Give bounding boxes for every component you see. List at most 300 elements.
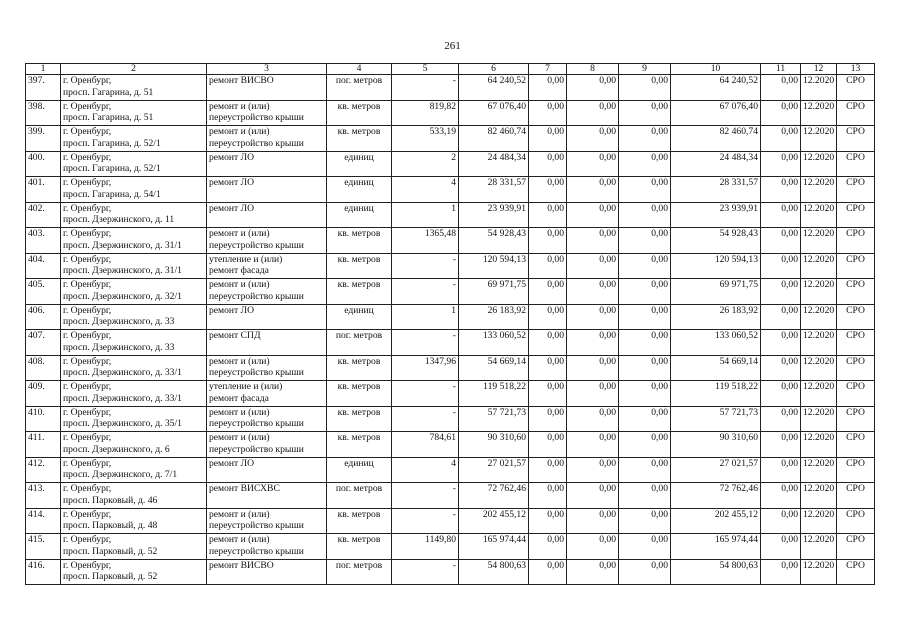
organization-cell: СРО (837, 100, 875, 126)
table-row (26, 483, 875, 509)
value-col8-cell: 0,00 (567, 406, 619, 432)
cost-cell: 90 310,60 (459, 432, 529, 458)
value-col8-cell: 0,00 (567, 202, 619, 228)
address-line-1: г. Оренбург, (63, 228, 112, 239)
work-type-line-1: ремонт СПД (209, 330, 261, 341)
work-type-line-1: ремонт ВИСВО (209, 75, 274, 86)
unit-cell: единиц (327, 151, 392, 177)
unit-cell: кв. метров (327, 253, 392, 279)
value-col7-cell: 0,00 (529, 508, 567, 534)
unit-cell: единиц (327, 457, 392, 483)
table-row (26, 279, 875, 305)
work-type-cell (207, 483, 327, 509)
value-col7-cell: 0,00 (529, 202, 567, 228)
value-col9-cell: 0,00 (619, 457, 671, 483)
value-col7-cell: 0,00 (529, 100, 567, 126)
table-row (26, 253, 875, 279)
address-cell (61, 151, 207, 177)
column-header-10: 10 (671, 64, 761, 75)
address-line-1: г. Оренбург, (63, 432, 112, 443)
value-col9-cell: 0,00 (619, 100, 671, 126)
value-col9-cell: 0,00 (619, 381, 671, 407)
value-col9-cell: 0,00 (619, 304, 671, 330)
address-line-1: г. Оренбург, (63, 202, 112, 214)
unit-cell: пог. метров (327, 483, 392, 509)
address-line-2: просп. Парковый, д. 52 (63, 545, 158, 557)
work-type-cell (207, 381, 327, 407)
total-cell: 67 076,40 (671, 100, 761, 126)
period-cell: 12.2020 (801, 75, 837, 101)
unit-cell: единиц (327, 202, 392, 228)
value-col11-cell: 0,00 (761, 126, 801, 152)
work-type-line-1: ремонт и (или) (209, 508, 270, 520)
address-line-1: г. Оренбург, (63, 253, 112, 265)
row-number: 403. (26, 228, 61, 254)
address-line-2: просп. Гагарина, д. 52/1 (63, 163, 161, 174)
volume-cell: 533,19 (392, 126, 459, 152)
work-type-cell (207, 534, 327, 560)
value-col11-cell: 0,00 (761, 559, 801, 585)
row-number: 399. (26, 126, 61, 152)
value-col7-cell: 0,00 (529, 559, 567, 585)
address-line-2: просп. Дзержинского, д. 35/1 (63, 418, 182, 429)
value-col8-cell: 0,00 (567, 330, 619, 356)
address-line-2: просп. Дзержинского, д. 33/1 (63, 392, 182, 404)
value-col11-cell: 0,00 (761, 75, 801, 101)
address-cell (61, 304, 207, 330)
work-type-line-2: переустройство крыши (209, 239, 304, 251)
address-line-1: г. Оренбург, (63, 304, 112, 316)
value-col7-cell: 0,00 (529, 279, 567, 305)
work-type-cell (207, 355, 327, 381)
total-cell: 72 762,46 (671, 483, 761, 509)
organization-cell: СРО (837, 177, 875, 203)
value-col7-cell: 0,00 (529, 457, 567, 483)
address-line-1: г. Оренбург, (63, 483, 112, 494)
volume-cell: 4 (392, 177, 459, 203)
value-col9-cell: 0,00 (619, 483, 671, 509)
address-cell (61, 483, 207, 509)
value-col11-cell: 0,00 (761, 202, 801, 228)
address-line-2: просп. Дзержинского, д. 33 (63, 316, 175, 327)
organization-cell: СРО (837, 75, 875, 101)
value-col9-cell: 0,00 (619, 406, 671, 432)
table-row (26, 126, 875, 152)
address-line-2: просп. Парковый, д. 52 (63, 571, 158, 582)
cost-cell: 165 974,44 (459, 534, 529, 560)
work-type-line-1: ремонт и (или) (209, 355, 270, 367)
unit-cell: кв. метров (327, 432, 392, 458)
cost-cell: 69 971,75 (459, 279, 529, 305)
value-col8-cell: 0,00 (567, 75, 619, 101)
address-line-1: г. Оренбург, (63, 355, 112, 367)
work-type-line-2: переустройство крыши (209, 443, 304, 455)
table-row (26, 457, 875, 483)
address-line-1: г. Оренбург, (63, 75, 112, 86)
volume-cell: - (392, 406, 459, 432)
column-header-11: 11 (761, 64, 801, 75)
value-col11-cell: 0,00 (761, 304, 801, 330)
organization-cell: СРО (837, 253, 875, 279)
organization-cell: СРО (837, 355, 875, 381)
period-cell: 12.2020 (801, 406, 837, 432)
table-row (26, 508, 875, 534)
row-number: 413. (26, 483, 61, 509)
work-type-cell (207, 202, 327, 228)
value-col8-cell: 0,00 (567, 381, 619, 407)
value-col7-cell: 0,00 (529, 126, 567, 152)
period-cell: 12.2020 (801, 177, 837, 203)
work-type-cell (207, 457, 327, 483)
address-cell (61, 406, 207, 432)
volume-cell: - (392, 381, 459, 407)
period-cell: 12.2020 (801, 228, 837, 254)
table-row (26, 534, 875, 560)
work-type-cell (207, 177, 327, 203)
address-cell (61, 534, 207, 560)
table-row (26, 432, 875, 458)
value-col8-cell: 0,00 (567, 355, 619, 381)
period-cell: 12.2020 (801, 126, 837, 152)
address-cell (61, 279, 207, 305)
value-col9-cell: 0,00 (619, 75, 671, 101)
volume-cell: - (392, 279, 459, 305)
value-col9-cell: 0,00 (619, 253, 671, 279)
address-cell (61, 75, 207, 101)
period-cell: 12.2020 (801, 304, 837, 330)
value-col8-cell: 0,00 (567, 253, 619, 279)
column-header-12: 12 (801, 64, 837, 75)
value-col7-cell: 0,00 (529, 355, 567, 381)
volume-cell: - (392, 253, 459, 279)
cost-cell: 64 240,52 (459, 75, 529, 101)
period-cell: 12.2020 (801, 355, 837, 381)
organization-cell: СРО (837, 151, 875, 177)
work-type-cell (207, 228, 327, 254)
address-line-1: г. Оренбург, (63, 559, 112, 571)
address-line-2: просп. Дзержинского, д. 32/1 (63, 290, 182, 302)
capital-repair-table (25, 63, 875, 585)
address-line-2: просп. Дзержинского, д. 6 (63, 443, 170, 455)
value-col9-cell: 0,00 (619, 330, 671, 356)
row-number: 416. (26, 559, 61, 585)
value-col8-cell: 0,00 (567, 177, 619, 203)
total-cell: 28 331,57 (671, 177, 761, 203)
work-type-cell (207, 126, 327, 152)
value-col7-cell: 0,00 (529, 228, 567, 254)
column-header-9: 9 (619, 64, 671, 75)
value-col9-cell: 0,00 (619, 177, 671, 203)
work-type-cell (207, 330, 327, 356)
period-cell: 12.2020 (801, 457, 837, 483)
work-type-line-1: ремонт и (или) (209, 279, 270, 290)
address-line-1: г. Оренбург, (63, 100, 112, 112)
organization-cell: СРО (837, 202, 875, 228)
value-col7-cell: 0,00 (529, 432, 567, 458)
address-cell (61, 381, 207, 407)
value-col9-cell: 0,00 (619, 559, 671, 585)
total-cell: 120 594,13 (671, 253, 761, 279)
row-number: 410. (26, 406, 61, 432)
volume-cell: - (392, 559, 459, 585)
address-line-2: просп. Дзержинского, д. 33 (63, 341, 175, 353)
address-line-1: г. Оренбург, (63, 330, 112, 341)
work-type-line-1: ремонт ЛО (209, 151, 255, 163)
address-line-1: г. Оренбург, (63, 508, 112, 520)
row-number: 412. (26, 457, 61, 483)
total-cell: 27 021,57 (671, 457, 761, 483)
address-line-2: просп. Гагарина, д. 52/1 (63, 137, 161, 149)
cost-cell: 28 331,57 (459, 177, 529, 203)
row-number: 408. (26, 355, 61, 381)
volume-cell: 1149,80 (392, 534, 459, 560)
row-number: 404. (26, 253, 61, 279)
row-number: 400. (26, 151, 61, 177)
address-cell (61, 355, 207, 381)
table-row (26, 406, 875, 432)
organization-cell: СРО (837, 457, 875, 483)
organization-cell: СРО (837, 381, 875, 407)
unit-cell: пог. метров (327, 75, 392, 101)
value-col7-cell: 0,00 (529, 151, 567, 177)
value-col8-cell: 0,00 (567, 228, 619, 254)
cost-cell: 27 021,57 (459, 457, 529, 483)
value-col8-cell: 0,00 (567, 126, 619, 152)
value-col9-cell: 0,00 (619, 126, 671, 152)
table-row (26, 100, 875, 126)
period-cell: 12.2020 (801, 508, 837, 534)
organization-cell: СРО (837, 508, 875, 534)
cost-cell: 120 594,13 (459, 253, 529, 279)
total-cell: 69 971,75 (671, 279, 761, 305)
period-cell: 12.2020 (801, 534, 837, 560)
volume-cell: 1 (392, 202, 459, 228)
cost-cell: 54 669,14 (459, 355, 529, 381)
organization-cell: СРО (837, 534, 875, 560)
cost-cell: 67 076,40 (459, 100, 529, 126)
organization-cell: СРО (837, 330, 875, 356)
organization-cell: СРО (837, 126, 875, 152)
cost-cell: 26 183,92 (459, 304, 529, 330)
address-cell (61, 432, 207, 458)
volume-cell: 1 (392, 304, 459, 330)
value-col8-cell: 0,00 (567, 457, 619, 483)
value-col9-cell: 0,00 (619, 508, 671, 534)
address-line-1: г. Оренбург, (63, 457, 112, 469)
row-number: 401. (26, 177, 61, 203)
work-type-line-1: ремонт ЛО (209, 202, 255, 214)
row-number: 414. (26, 508, 61, 534)
work-type-line-1: ремонт и (или) (209, 228, 270, 239)
work-type-line-1: ремонт и (или) (209, 100, 270, 112)
work-type-line-1: ремонт ЛО (209, 304, 255, 316)
value-col11-cell: 0,00 (761, 279, 801, 305)
organization-cell: СРО (837, 304, 875, 330)
work-type-line-2: переустройство крыши (209, 367, 304, 378)
unit-cell: кв. метров (327, 406, 392, 432)
value-col9-cell: 0,00 (619, 279, 671, 305)
address-line-2: просп. Дзержинского, д. 33/1 (63, 367, 182, 378)
value-col9-cell: 0,00 (619, 432, 671, 458)
address-cell (61, 228, 207, 254)
cost-cell: 119 518,22 (459, 381, 529, 407)
value-col9-cell: 0,00 (619, 534, 671, 560)
address-line-1: г. Оренбург, (63, 406, 112, 418)
total-cell: 54 800,63 (671, 559, 761, 585)
period-cell: 12.2020 (801, 330, 837, 356)
value-col11-cell: 0,00 (761, 457, 801, 483)
work-type-cell (207, 304, 327, 330)
address-line-1: г. Оренбург, (63, 381, 112, 392)
period-cell: 12.2020 (801, 151, 837, 177)
cost-cell: 54 800,63 (459, 559, 529, 585)
value-col7-cell: 0,00 (529, 406, 567, 432)
table-row (26, 151, 875, 177)
value-col8-cell: 0,00 (567, 432, 619, 458)
total-cell: 54 928,43 (671, 228, 761, 254)
period-cell: 12.2020 (801, 202, 837, 228)
value-col11-cell: 0,00 (761, 177, 801, 203)
unit-cell: кв. метров (327, 355, 392, 381)
address-line-1: г. Оренбург, (63, 534, 112, 545)
total-cell: 133 060,52 (671, 330, 761, 356)
value-col9-cell: 0,00 (619, 202, 671, 228)
column-header-5: 5 (392, 64, 459, 75)
column-header-1: 1 (26, 64, 61, 75)
cost-cell: 54 928,43 (459, 228, 529, 254)
value-col11-cell: 0,00 (761, 432, 801, 458)
work-type-cell (207, 100, 327, 126)
volume-cell: - (392, 483, 459, 509)
row-number: 402. (26, 202, 61, 228)
volume-cell: - (392, 75, 459, 101)
cost-cell: 82 460,74 (459, 126, 529, 152)
value-col8-cell: 0,00 (567, 559, 619, 585)
header-row (26, 64, 875, 75)
page-number: 261 (444, 40, 461, 52)
address-cell (61, 330, 207, 356)
period-cell: 12.2020 (801, 381, 837, 407)
value-col11-cell: 0,00 (761, 100, 801, 126)
total-cell: 165 974,44 (671, 534, 761, 560)
value-col8-cell: 0,00 (567, 151, 619, 177)
table-row (26, 202, 875, 228)
cost-cell: 57 721,73 (459, 406, 529, 432)
value-col9-cell: 0,00 (619, 355, 671, 381)
work-type-cell (207, 279, 327, 305)
unit-cell: пог. метров (327, 330, 392, 356)
period-cell: 12.2020 (801, 100, 837, 126)
total-cell: 57 721,73 (671, 406, 761, 432)
total-cell: 26 183,92 (671, 304, 761, 330)
period-cell: 12.2020 (801, 483, 837, 509)
volume-cell: 1347,96 (392, 355, 459, 381)
address-cell (61, 559, 207, 585)
address-cell (61, 508, 207, 534)
organization-cell: СРО (837, 432, 875, 458)
work-type-line-1: ремонт ВИСХВС (209, 483, 280, 494)
row-number: 407. (26, 330, 61, 356)
address-line-2: просп. Дзержинского, д. 7/1 (63, 469, 178, 480)
address-cell (61, 202, 207, 228)
row-number: 411. (26, 432, 61, 458)
table-row (26, 381, 875, 407)
value-col9-cell: 0,00 (619, 151, 671, 177)
value-col11-cell: 0,00 (761, 381, 801, 407)
volume-cell: 784,61 (392, 432, 459, 458)
value-col8-cell: 0,00 (567, 483, 619, 509)
organization-cell: СРО (837, 228, 875, 254)
value-col7-cell: 0,00 (529, 304, 567, 330)
table-row (26, 559, 875, 585)
value-col7-cell: 0,00 (529, 483, 567, 509)
work-type-line-2: переустройство крыши (209, 290, 304, 302)
address-cell (61, 253, 207, 279)
work-type-cell (207, 75, 327, 101)
work-type-line-1: ремонт ВИСВО (209, 559, 274, 571)
period-cell: 12.2020 (801, 432, 837, 458)
cost-cell: 24 484,34 (459, 151, 529, 177)
total-cell: 54 669,14 (671, 355, 761, 381)
address-cell (61, 100, 207, 126)
unit-cell: кв. метров (327, 508, 392, 534)
volume-cell: 819,82 (392, 100, 459, 126)
address-line-2: просп. Дзержинского, д. 31/1 (63, 239, 182, 251)
unit-cell: кв. метров (327, 100, 392, 126)
period-cell: 12.2020 (801, 253, 837, 279)
unit-cell: пог. метров (327, 559, 392, 585)
value-col8-cell: 0,00 (567, 279, 619, 305)
volume-cell: 2 (392, 151, 459, 177)
row-number: 415. (26, 534, 61, 560)
work-type-line-2: переустройство крыши (209, 545, 304, 557)
row-number: 406. (26, 304, 61, 330)
address-cell (61, 177, 207, 203)
work-type-line-2: ремонт фасада (209, 265, 269, 276)
work-type-line-1: ремонт ЛО (209, 177, 255, 188)
column-header-3: 3 (207, 64, 327, 75)
address-line-2: просп. Парковый, д. 46 (63, 494, 158, 506)
cost-cell: 72 762,46 (459, 483, 529, 509)
value-col11-cell: 0,00 (761, 355, 801, 381)
value-col11-cell: 0,00 (761, 534, 801, 560)
address-line-1: г. Оренбург, (63, 279, 112, 290)
address-line-2: просп. Дзержинского, д. 11 (63, 214, 175, 225)
address-cell (61, 126, 207, 152)
address-line-1: г. Оренбург, (63, 177, 112, 188)
work-type-line-2: переустройство крыши (209, 137, 304, 149)
row-number: 409. (26, 381, 61, 407)
value-col8-cell: 0,00 (567, 534, 619, 560)
column-header-4: 4 (327, 64, 392, 75)
address-line-2: просп. Дзержинского, д. 31/1 (63, 265, 182, 276)
total-cell: 202 455,12 (671, 508, 761, 534)
work-type-line-2: ремонт фасада (209, 392, 269, 404)
address-cell (61, 457, 207, 483)
address-line-2: просп. Гагарина, д. 51 (63, 112, 154, 123)
value-col7-cell: 0,00 (529, 330, 567, 356)
value-col9-cell: 0,00 (619, 228, 671, 254)
total-cell: 119 518,22 (671, 381, 761, 407)
value-col7-cell: 0,00 (529, 534, 567, 560)
volume-cell: 4 (392, 457, 459, 483)
column-header-7: 7 (529, 64, 567, 75)
work-type-line-2: переустройство крыши (209, 112, 304, 123)
table-row (26, 177, 875, 203)
unit-cell: кв. метров (327, 381, 392, 407)
work-type-line-1: утепление и (или) (209, 381, 283, 392)
column-header-13: 13 (837, 64, 875, 75)
